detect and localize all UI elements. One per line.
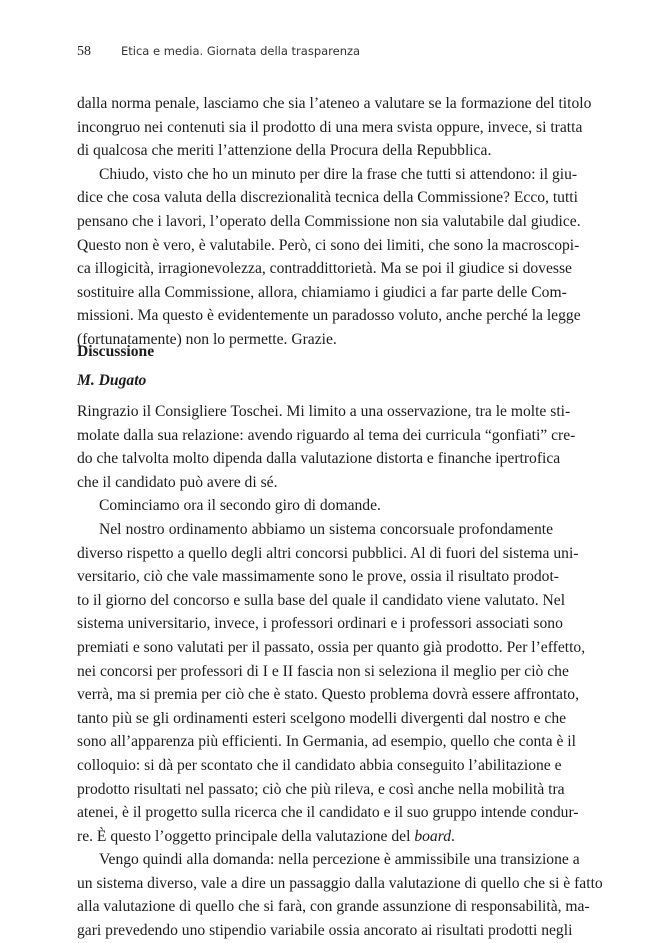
text-line: di qualcosa che meriti l’attenzione della Procura della Repubblica. bbox=[77, 142, 492, 160]
text-line: sono all’apparenza più efficienti. In Germania, ad esempio, quello che conta è il bbox=[77, 733, 576, 751]
text-line: diverso rispetto a quello degli altri concorsi pubblici. Al di fuori del sistema uni- bbox=[77, 544, 579, 562]
text-line: do che talvolta molto dipenda dalla valutazione distorta e finanche ipertrofica bbox=[77, 450, 561, 468]
text-line: atenei, è il progetto sulla ricerca che il candidato e il suo gruppo intende condur- bbox=[77, 804, 579, 822]
text-line: Questo non è vero, è valutabile. Però, ci sono dei limiti, che sono la macroscopi- bbox=[77, 236, 580, 254]
text-line: alla valutazione di quello che si farà, con grande assunzione di responsabilità, ma- bbox=[77, 898, 590, 916]
text-line: dalla norma penale, lasciamo che sia l’ateneo a valutare se la formazione del titolo bbox=[77, 95, 592, 112]
text-line: Ringrazio il Consigliere Toschei. Mi limito a una osservazione, tra le molte sti- bbox=[77, 403, 571, 420]
page-number: 58 bbox=[77, 44, 91, 59]
text-segment: . bbox=[451, 827, 455, 845]
body-text-block-2 bbox=[77, 400, 603, 943]
text-line: un sistema diverso, vale a dire un passaggio dalla valutazione di quello che si è fatto bbox=[77, 874, 603, 892]
text-line bbox=[77, 825, 553, 849]
text-line: incongruo nei contenuti sia il prodotto di una mera svista oppure, invece, si tratta bbox=[77, 118, 583, 136]
text-line: sostituire alla Commissione, allora, chiamiamo i giudici a far parte delle Com- bbox=[77, 283, 567, 301]
section-heading: Discussione bbox=[77, 343, 155, 360]
text-line: che il candidato può avere di sé. bbox=[77, 473, 278, 491]
text-line: nei concorsi per professori di I e II fascia non si seleziona il meglio per ciò che bbox=[77, 662, 569, 680]
speaker-name: M. Dugato bbox=[77, 372, 147, 389]
text-line: missioni. Ma questo è evidentemente un paradosso voluto, anche perché la legge bbox=[77, 307, 581, 325]
text-line: molate dalla sua relazione: avendo riguardo al tema dei curricula “gonfiati” cre- bbox=[77, 426, 576, 444]
running-header bbox=[77, 44, 577, 60]
text-line: Chiudo, visto che ho un minuto per dire la frase che tutti si attendono: il giu- bbox=[99, 165, 578, 183]
text-line: Vengo quindi alla domanda: nella percezione è ammissibile una transizione a bbox=[99, 851, 580, 869]
text-line: prodotto risultati nel passato; ciò che più rileva, e così anche nella mobilità tra bbox=[77, 780, 565, 798]
text-line: verrà, ma si premia per ciò che è stato. Questo problema dovrà essere affrontato, bbox=[77, 686, 579, 704]
text-line: ca illogicità, irragionevolezza, contraddittorietà. Ma se poi il giudice si dovesse bbox=[77, 260, 572, 278]
text-line: colloquio: si dà per scontato che il candidato abbia conseguito l’abilitazione e bbox=[77, 756, 562, 774]
text-line: gari prevedendo uno stipendio variabile ossia ancorato ai risultati prodotti negli bbox=[77, 922, 573, 940]
text-line: dice che cosa valuta della discrezionalità tecnica della Commissione? Ecco, tutti bbox=[77, 189, 578, 207]
italic-term: board bbox=[414, 827, 451, 845]
text-line: (fortunatamente) non lo permette. Grazie. bbox=[77, 330, 337, 348]
text-line: Nel nostro ordinamento abbiamo un sistema concorsuale profondamente bbox=[99, 520, 553, 538]
text-line: sistema universitario, invece, i professori ordinari e i professori associati sono bbox=[77, 615, 563, 633]
body-text-block-1 bbox=[77, 92, 592, 352]
text-line: pensano che i lavori, l’operato della Commissione non sia valutabile dal giudice. bbox=[77, 212, 581, 230]
text-line: to il giorno del concorso e sulla base del quale il candidato viene valutato. Nel bbox=[77, 591, 566, 609]
running-title: Etica e media. Giornata della trasparenza bbox=[121, 44, 361, 58]
text-segment: re. È questo l’oggetto principale della valutazione del bbox=[77, 827, 415, 845]
text-line: premiati e sono valutati per il passato, ossia per quanto già prodotto. Per l’effetto, bbox=[77, 638, 586, 656]
text-line: versitario, ciò che vale massimamente sono le prove, ossia il risultato prodot- bbox=[77, 568, 559, 586]
text-line: tanto più se gli ordinamenti esteri scelgono modelli divergenti dal nostro e che bbox=[77, 709, 567, 727]
text-line: Cominciamo ora il secondo giro di domande. bbox=[99, 497, 381, 515]
